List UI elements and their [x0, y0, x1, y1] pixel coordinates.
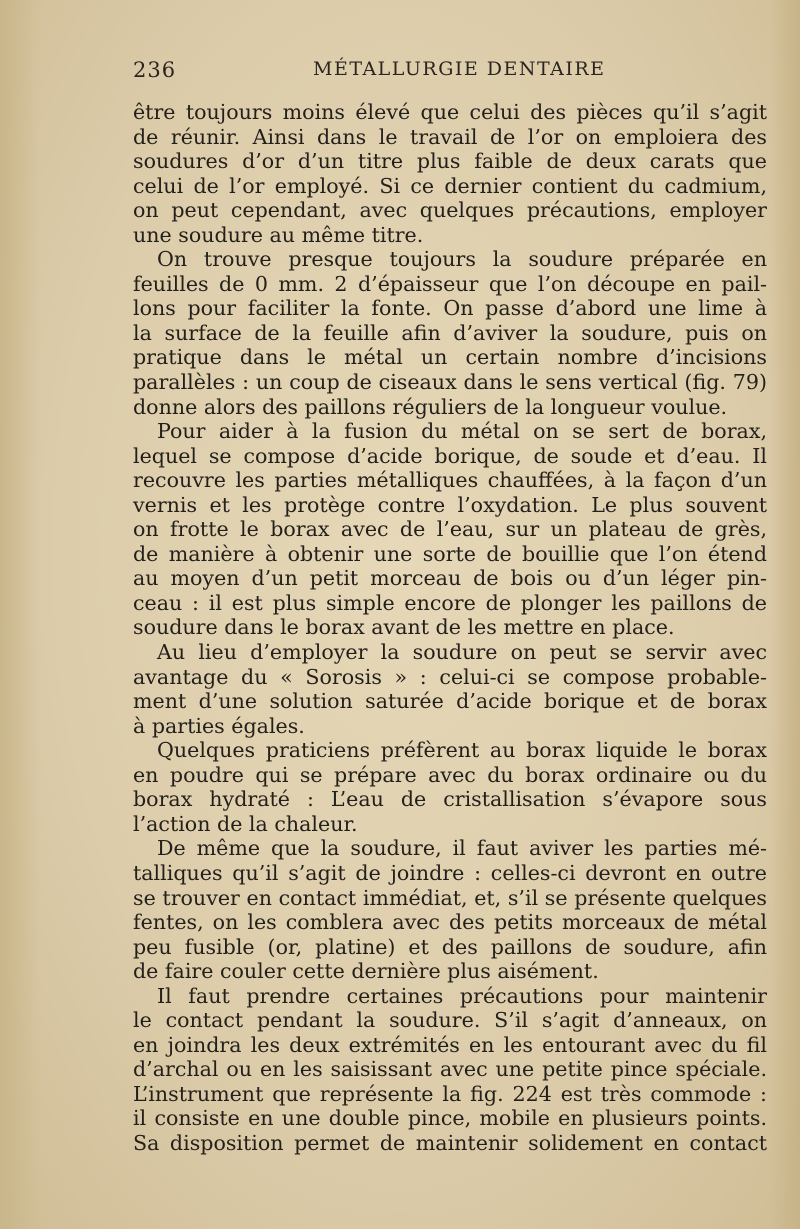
text-line: d’archal ou en les saisissant avec une petite pince spéciale.	[133, 1057, 767, 1082]
text-line: l’action de la chaleur.	[133, 811, 358, 836]
text-line: au moyen d’un petit morceau de bois ou d’un léger pin-	[133, 566, 767, 591]
body-text	[133, 100, 767, 1156]
text-line: Au lieu d’employer la soudure on peut se servir avec	[157, 640, 767, 665]
text-line: lons pour faciliter la fonte. On passe d’abord une lime à	[133, 296, 767, 321]
text-line: de manière à obtenir une sorte de bouillie que l’on étend	[133, 541, 767, 566]
text-line: être toujours moins élevé que celui des pièces qu’il s’agit	[133, 100, 767, 124]
text-line: borax hydraté : L’eau de cristallisation s’évapore sous	[133, 787, 767, 812]
text-line: pratique dans le métal un certain nombre d’incisions	[133, 345, 767, 370]
page-number: 236	[133, 58, 177, 82]
page-edge-left	[0, 0, 40, 1229]
running-title: MÉTALLURGIE DENTAIRE	[313, 58, 606, 80]
text-line: de faire couler cette dernière plus aisément.	[133, 959, 599, 984]
text-line: recouvre les parties métalliques chauffées, à la façon d’un	[133, 468, 767, 493]
text-line: le contact pendant la soudure. S’il s’agit d’anneaux, on	[133, 1008, 767, 1033]
text-line: Pour aider à la fusion du métal on se sert de borax,	[157, 419, 767, 444]
page-header	[133, 58, 763, 88]
text-line: il consiste en une double pince, mobile en plusieurs points.	[133, 1106, 767, 1131]
text-line: lequel se compose d’acide borique, de soude et d’eau. Il	[133, 443, 767, 468]
text-line: fentes, on les comblera avec des petits morceaux de métal	[133, 910, 767, 935]
text-line: talliques qu’il s’agit de joindre : celles-ci devront en outre	[133, 860, 767, 885]
text-line: de réunir. Ainsi dans le travail de l’or on emploiera des	[133, 124, 767, 149]
text-line: en poudre qui se prépare avec du borax ordinaire ou du	[133, 762, 767, 787]
text-line: De même que la soudure, il faut aviver les parties mé-	[157, 836, 767, 861]
text-line: soudure dans le borax avant de les mettre en place.	[133, 615, 675, 640]
text-line: celui de l’or employé. Si ce dernier contient du cadmium,	[133, 173, 767, 198]
text-line: on peut cependant, avec quelques précautions, employer	[133, 198, 767, 223]
text-line: Sa disposition permet de maintenir solidement en contact	[133, 1130, 767, 1155]
text-line: la surface de la feuille afin d’aviver la soudure, puis on	[133, 320, 767, 345]
text-line: ment d’une solution saturée d’acide borique et de borax	[133, 689, 767, 714]
text-line: soudures d’or d’un titre plus faible de deux carats que	[133, 149, 767, 174]
text-line: avantage du « Sorosis » : celui-ci se compose probable-	[133, 664, 767, 689]
text-line: Quelques praticiens préfèrent au borax liquide le borax	[157, 738, 767, 763]
text-line: vernis et les protège contre l’oxydation. Le plus souvent	[133, 492, 767, 517]
text-line: parallèles : un coup de ciseaux dans le sens vertical (fig. 79)	[133, 370, 767, 395]
text-line: se trouver en contact immédiat, et, s’il se présente quelques	[133, 885, 767, 910]
text-line: peu fusible (or, platine) et des paillons de soudure, afin	[133, 934, 767, 959]
text-line: une soudure au même titre.	[133, 222, 424, 247]
text-line: On trouve presque toujours la soudure préparée en	[157, 247, 767, 272]
page-edge-right	[770, 0, 800, 1229]
text-line: L’instrument que représente la fig. 224 est très commode :	[133, 1081, 767, 1106]
text-line: on frotte le borax avec de l’eau, sur un plateau de grès,	[133, 517, 767, 542]
text-line: à parties égales.	[133, 713, 305, 738]
text-line: feuilles de 0 mm. 2 d’épaisseur que l’on découpe en pail-	[133, 271, 767, 296]
text-line: Il faut prendre certaines précautions pour maintenir	[157, 983, 767, 1008]
text-line: donne alors des paillons réguliers de la longueur voulue.	[133, 394, 728, 419]
text-line: en joindra les deux extrémités en les entourant avec du fil	[133, 1032, 767, 1057]
text-line: ceau : il est plus simple encore de plonger les paillons de	[133, 590, 767, 615]
